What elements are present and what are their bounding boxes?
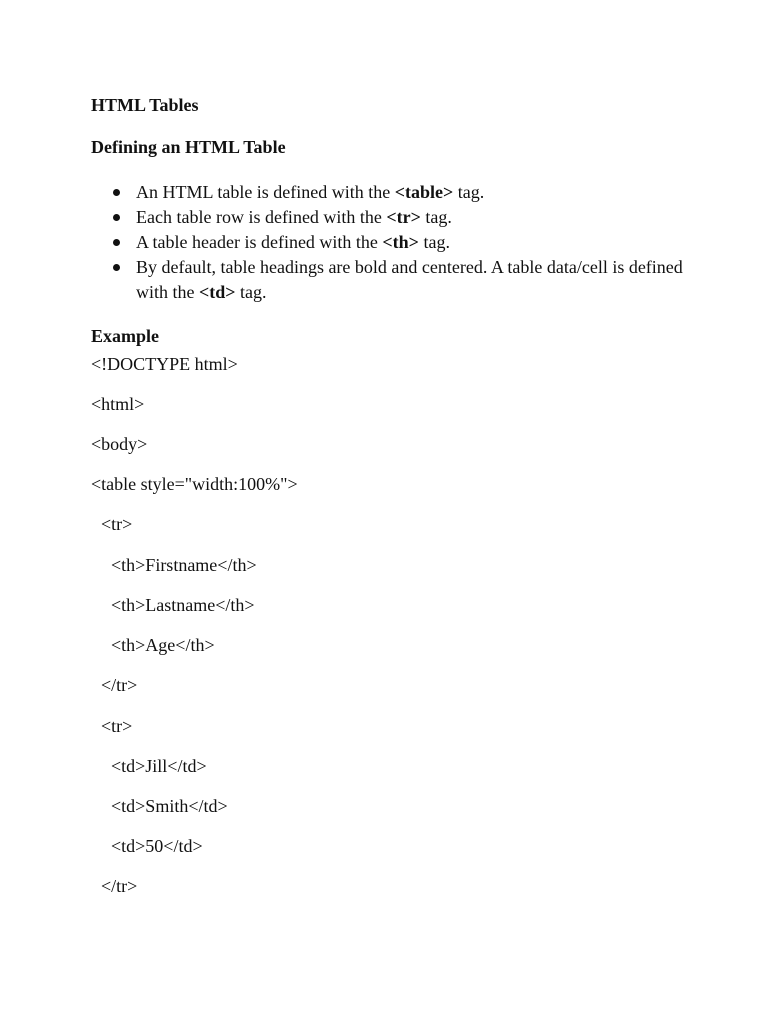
- code-line: <tr>: [101, 716, 133, 736]
- bullet-tag: <table>: [394, 182, 454, 202]
- code-line: <!DOCTYPE html>: [91, 354, 238, 374]
- bullet-tag: <tr>: [386, 207, 421, 227]
- bullet-icon: [113, 264, 120, 271]
- example-heading: Example: [91, 326, 160, 346]
- code-line: <th>Age</th>: [111, 635, 215, 655]
- bullet-item: [0, 180, 696, 205]
- code-line: <th>Firstname</th>: [111, 555, 257, 575]
- code-line: </tr>: [101, 876, 138, 896]
- bullet-text-end: tag.: [420, 207, 452, 227]
- bullet-icon: [113, 189, 120, 196]
- bullet-text: A table header is defined with the: [136, 232, 383, 252]
- bullet-icon: [113, 239, 120, 246]
- bullet-item: [0, 255, 696, 305]
- bullet-list: [0, 180, 768, 305]
- bullet-text: Each table row is defined with the: [136, 207, 387, 227]
- code-line: <td>Smith</td>: [111, 796, 228, 816]
- page-title: HTML Tables: [91, 95, 199, 115]
- bullet-item: [0, 205, 696, 230]
- code-line: <td>50</td>: [111, 836, 203, 856]
- bullet-text: By default, table headings are bold and centered. A table data/cell is defined with the: [136, 257, 683, 302]
- code-line: </tr>: [101, 675, 138, 695]
- code-line: <html>: [91, 394, 145, 414]
- code-line: <td>Jill</td>: [111, 756, 207, 776]
- code-line: <tr>: [101, 514, 133, 534]
- bullet-icon: [113, 214, 120, 221]
- code-line: <body>: [91, 434, 148, 454]
- bullet-tag: <td>: [199, 282, 236, 302]
- bullet-text: An HTML table is defined with the: [136, 182, 395, 202]
- bullet-tag: <th>: [382, 232, 419, 252]
- section-heading: Defining an HTML Table: [91, 137, 286, 157]
- code-line: <table style="width:100%">: [91, 474, 298, 494]
- bullet-text-end: tag.: [418, 232, 450, 252]
- code-line: <th>Lastname</th>: [111, 595, 255, 615]
- bullet-item: [0, 230, 696, 255]
- bullet-text-end: tag.: [235, 282, 267, 302]
- bullet-text-end: tag.: [453, 182, 485, 202]
